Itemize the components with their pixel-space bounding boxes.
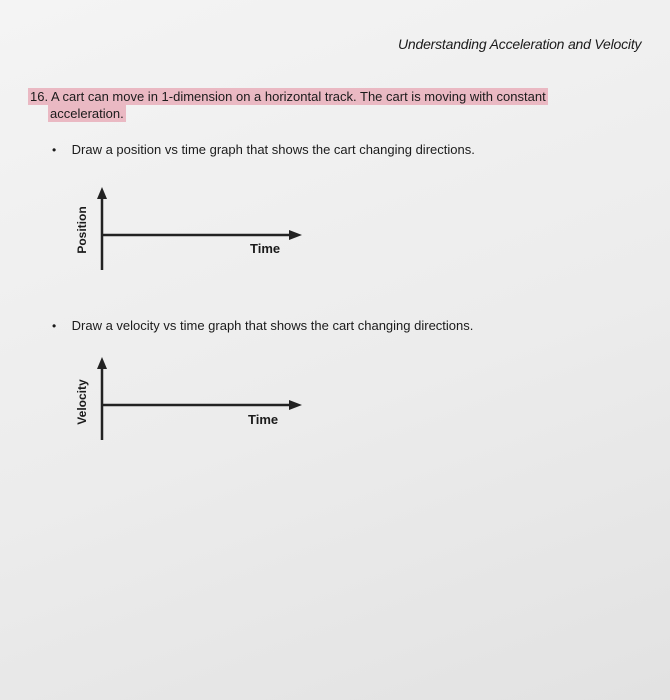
y-axis-arrow-icon [97, 357, 107, 369]
y-axis-label: Velocity [75, 379, 89, 425]
velocity-time-axes [60, 355, 310, 445]
task-2-text: Draw a velocity vs time graph that shows the cart changing directions. [71, 318, 474, 333]
task-1-text: Draw a position vs time graph that shows the cart changing directions. [71, 142, 475, 157]
question-line-1 [28, 88, 548, 105]
document-title: Understanding Acceleration and Velocity [398, 36, 642, 52]
velocity-time-graph [60, 355, 310, 445]
task-2 [52, 318, 473, 333]
x-axis-arrow-icon [289, 400, 302, 410]
x-axis-label: Time [250, 241, 281, 256]
task-1 [52, 142, 475, 157]
x-axis-arrow-icon [289, 230, 302, 240]
bullet-icon: • [52, 143, 57, 157]
question-text-line-2: acceleration. [50, 106, 124, 121]
position-time-axes [60, 185, 310, 275]
y-axis-arrow-icon [97, 187, 107, 199]
position-time-graph [60, 185, 310, 275]
question-number: 16. [30, 89, 49, 104]
bullet-icon: • [52, 319, 57, 333]
y-axis-label: Position [75, 206, 89, 254]
x-axis-label: Time [248, 412, 279, 427]
question-16 [28, 88, 638, 122]
question-text-line-1: A cart can move in 1-dimension on a horizontal track. The cart is moving with constant [50, 89, 546, 104]
